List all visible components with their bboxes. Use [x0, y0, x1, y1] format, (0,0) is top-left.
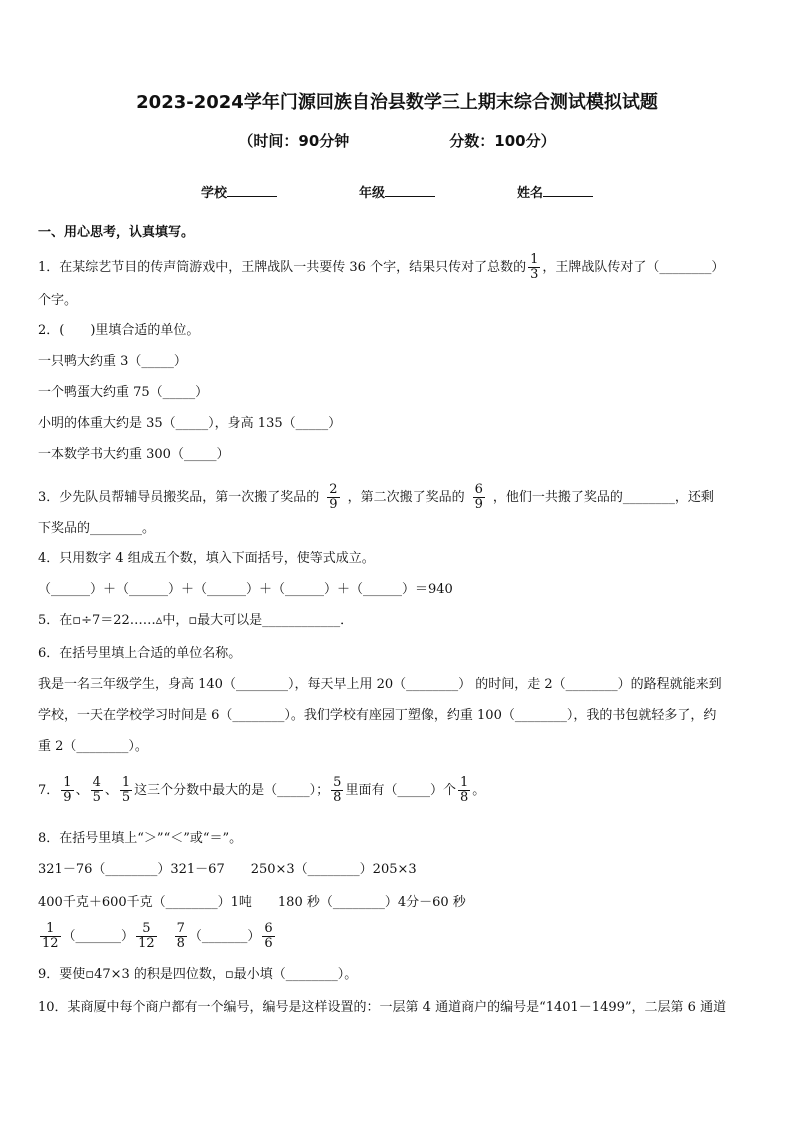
question-2-item-3: 小明的体重大约是 35（_____），身高 135（_____） — [38, 416, 342, 431]
question-7: 7． $\frac{1}{9}$ 、 $\frac{4}{5}$ 、 $\frac{1}{5}$ 这三个分数中最大的是（_____）； $\frac{5}{8}$ 里面有（_____）个 $\frac{1}{8}$ 。 — [38, 775, 486, 805]
grade-field[interactable] — [385, 184, 435, 197]
question-6-line-1: 我是一名三年级学生，身高 140（________），每天早上用 20（________） 的时间，走 2（________）的路程就能来到 — [38, 677, 722, 692]
page-title: 2023-2024学年门源回族自治县数学三上期末综合测试模拟试题 — [136, 92, 658, 113]
question-2-item-2: 一个鸭蛋大约重 75（_____） — [38, 385, 209, 400]
time-limit: （时间：90分钟 — [238, 132, 350, 150]
question-8-row-3: $\frac{1}{12}$ （_______） $\frac{5}{12}$ $\frac{7}{8}$ （_______） $\frac{6}{6}$ — [42, 921, 273, 951]
fraction-one-twelfth: $\frac{1}{12}$ — [42, 921, 59, 951]
question-8-row-1: 321－76（________）321－67 250×3（________）205×3 — [38, 862, 417, 877]
question-4-stem: 4．只用数字 4 组成五个数，填入下面括号，使等式成立。 — [38, 551, 375, 566]
exam-meta — [0, 130, 794, 151]
student-info — [0, 182, 794, 201]
question-2-item-4: 一本数学书大约重 300（_____） — [38, 447, 230, 462]
question-5: 5．在▫÷7＝22……▵中，▫最大可以是____________． — [38, 613, 354, 628]
question-6-line-3: 重 2（________）。 — [38, 739, 148, 754]
fraction-six-ninths: $\frac{6}{9}$ — [474, 482, 483, 512]
fraction-two-ninths: $\frac{2}{9}$ — [329, 482, 338, 512]
name-label: 姓名 — [517, 186, 544, 201]
question-2-stem: 2．( )里填合适的单位。 — [38, 323, 200, 338]
question-2-item-1: 一只鸭大约重 3（_____） — [38, 354, 187, 369]
fraction-four-fifths: $\frac{4}{5}$ — [92, 775, 101, 805]
fraction-one-fifth: $\frac{1}{5}$ — [121, 775, 131, 805]
question-1-line-2: 个字。 — [38, 293, 78, 308]
school-label: 学校 — [200, 186, 227, 201]
question-3-line-1: 3．少先队员帮辅导员搬奖品，第一次搬了奖品的 $\frac{2}{9}$ ，第二次搬了奖品的 $\frac{6}{9}$ ，他们一共搬了奖品的________，还剩 — [38, 482, 714, 512]
question-8-row-2: 400千克＋600千克（________）1吨 180 秒（________）4分－60 秒 — [38, 895, 466, 910]
fraction-five-eighths: $\frac{5}{8}$ — [333, 775, 342, 805]
fraction-five-twelfths: $\frac{5}{12}$ — [138, 921, 155, 951]
question-4-equation: （______）＋（______）＋（______）＋（______）＋（______）＝940 — [38, 582, 453, 597]
name-field[interactable] — [543, 184, 593, 197]
section-title: 一、用心思考，认真填写。 — [38, 225, 195, 240]
total-score: 分数：100分） — [449, 132, 556, 150]
question-3-line-2: 下奖品的________。 — [38, 521, 156, 536]
fraction-one-third: $\frac{1}{3}$ — [530, 252, 539, 282]
fraction-seven-eighths: $\frac{7}{8}$ — [176, 921, 185, 951]
question-8-stem: 8．在括号里填上“＞”“＜”或“＝”。 — [38, 831, 243, 846]
question-6-line-2: 学校，一天在学校学习时间是 6（________）。我们学校有座园丁塑像，约重 100（________），我的书包就轻多了，约 — [38, 708, 717, 723]
question-10: 10．某商厦中每个商户都有一个编号，编号是这样设置的：一层第 4 通道商户的编号是“1401－1499”，二层第 6 通道 — [38, 1000, 727, 1015]
fraction-six-sixths: $\frac{6}{6}$ — [264, 921, 273, 951]
question-9: 9．要使▫47×3 的积是四位数，▫最小填（________）。 — [38, 967, 358, 982]
school-field[interactable] — [227, 184, 277, 197]
fraction-one-eighth: $\frac{1}{8}$ — [459, 775, 469, 805]
question-1-line-1: 1．在某综艺节目的传声筒游戏中，王牌战队一共要传 36 个字，结果只传对了总数的 $\frac{1}{3}$ ，王牌战队传对了（________） — [38, 252, 725, 282]
fraction-one-ninth: $\frac{1}{9}$ — [63, 775, 72, 805]
grade-label: 年级 — [358, 186, 385, 201]
question-6-stem: 6．在括号里填上合适的单位名称。 — [38, 646, 242, 661]
